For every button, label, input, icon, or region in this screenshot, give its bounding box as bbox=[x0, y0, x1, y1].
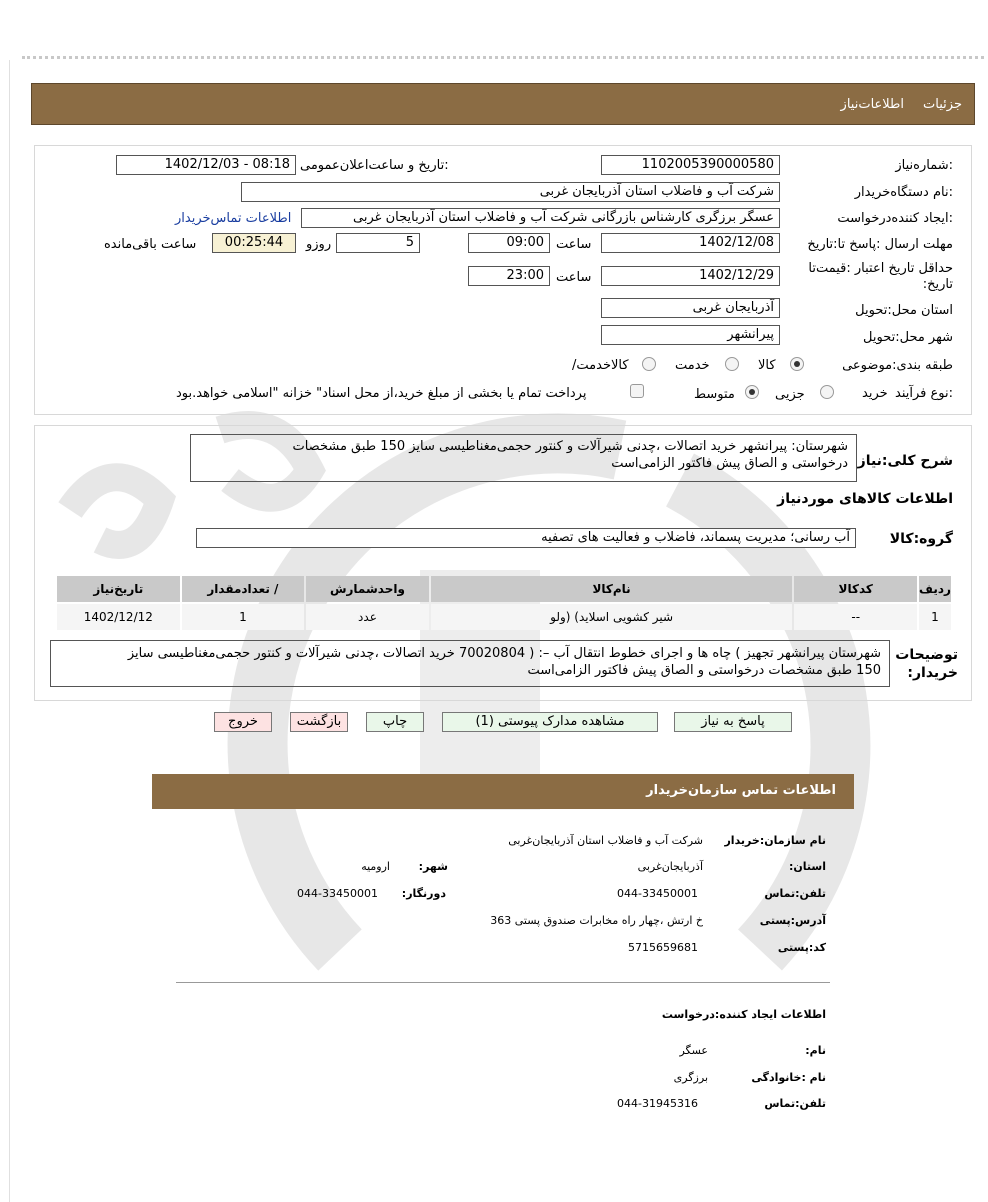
category-service-radio[interactable] bbox=[725, 357, 739, 371]
treasury-payment-checkbox[interactable] bbox=[630, 384, 644, 398]
creator-phone-value: 044-31945316 bbox=[617, 1097, 698, 1110]
org-label: نام سازمان:خریدار bbox=[724, 834, 826, 847]
treasury-payment-label: پرداخت تمام یا بخشی از مبلغ خرید،از محل اسناد" خزانه "اسلامی خواهد.بود bbox=[176, 386, 587, 401]
table-row bbox=[57, 604, 951, 630]
process-medium-radio[interactable] bbox=[745, 385, 759, 399]
creator-name-value: عسگر bbox=[679, 1044, 708, 1057]
table-header-row bbox=[57, 576, 951, 602]
cell-row: 1 bbox=[919, 604, 951, 630]
need-number-label: شماره‌نیاز: bbox=[895, 158, 953, 173]
contact-city-value: ارومیه bbox=[361, 860, 390, 873]
validity-label-1: حداقل تاریخ اعتبار :قیمت‌تا bbox=[808, 261, 953, 276]
process-buy-label: خرید bbox=[862, 386, 888, 401]
contact-phone-label: تلفن:تماس bbox=[764, 887, 826, 900]
category-goods-service-label: /کالاخدمت bbox=[572, 358, 629, 373]
description-label: شرح کلی:نیاز bbox=[857, 453, 953, 469]
contact-fax-label: :دورنگار bbox=[401, 887, 446, 900]
contact-province-label: :استان bbox=[788, 860, 826, 873]
buyer-notes-label-2: :خریدار bbox=[907, 665, 958, 681]
category-goods-label: کالا bbox=[758, 358, 776, 373]
send-time-label: ساعت bbox=[556, 237, 592, 252]
creator-info-title: اطلاعات ایجاد کننده:درخواست bbox=[661, 1008, 826, 1021]
cell-name: شیر کشویی اسلاید) (ولو bbox=[431, 604, 793, 630]
col-code: کدکالا bbox=[794, 576, 917, 602]
goods-group-label: گروه:کالا bbox=[889, 531, 953, 547]
org-value: شرکت آب و فاضلاب استان آذربایجان‌غربی bbox=[508, 834, 703, 847]
buyer-org-field: شرکت آب و فاضلاب استان آذربایجان غربی bbox=[241, 182, 780, 202]
category-label: طبقه بندی:موضوعی bbox=[842, 358, 953, 373]
creator-name-label: :نام bbox=[805, 1044, 826, 1057]
process-small-radio[interactable] bbox=[820, 385, 834, 399]
buyer-notes-label-1: توضیحات bbox=[895, 647, 958, 663]
col-name: نام‌کالا bbox=[431, 576, 793, 602]
goods-info-heading: اطلاعات کالاهای موردنیاز bbox=[777, 491, 953, 507]
buyer-contact-title: اطلاعات تماس سازمان‌خریدار bbox=[646, 783, 836, 798]
creator-label: ایجاد کننده‌درخواست: bbox=[837, 211, 953, 226]
contact-phone-value: 044-33450001 bbox=[617, 887, 698, 900]
cell-code: -- bbox=[794, 604, 917, 630]
buyer-notes-box bbox=[50, 640, 890, 687]
validity-date-field: 1402/12/29 bbox=[601, 266, 780, 286]
send-time-field: 09:00 bbox=[468, 233, 550, 253]
buyer-org-label: نام دستگاه‌خریدار: bbox=[854, 185, 953, 200]
col-row: ردیف bbox=[919, 576, 951, 602]
reply-button[interactable]: پاسخ به نیاز bbox=[674, 712, 792, 732]
col-qty: / تعدادمقدار bbox=[182, 576, 305, 602]
cell-qty: 1 bbox=[182, 604, 305, 630]
contact-province-value: آذربایجان‌غربی bbox=[637, 860, 703, 873]
announce-field: 1402/12/03 - 08:18 bbox=[116, 155, 296, 175]
city-label: شهر محل:تحویل bbox=[863, 330, 953, 345]
days-field: 5 bbox=[336, 233, 420, 253]
city-field: پیرانشهر bbox=[601, 325, 780, 345]
need-number-field: 1102005390000580 bbox=[601, 155, 780, 175]
buyer-contact-link[interactable]: اطلاعات تماس‌خریدار bbox=[175, 211, 292, 226]
cell-date: 1402/12/12 bbox=[57, 604, 180, 630]
tab-details[interactable]: جزئیات bbox=[923, 97, 962, 112]
description-line-1: شهرستان: پیرانشهر خرید اتصالات ،چدنی شیرآلات و کنتور حجمی‌مغناطیسی سایز 150 طبق مشخصات bbox=[292, 439, 848, 454]
tab-need-info[interactable]: اطلاعات‌نیاز bbox=[840, 97, 904, 112]
category-goods-radio[interactable] bbox=[790, 357, 804, 371]
process-label: نوع فرآیند: bbox=[895, 386, 953, 401]
goods-table bbox=[55, 574, 953, 632]
validity-label-2: :تاریخ bbox=[922, 277, 953, 292]
process-small-label: جزیی bbox=[775, 387, 805, 402]
page-border bbox=[9, 60, 10, 1202]
header-bar bbox=[31, 83, 975, 125]
cell-unit: عدد bbox=[306, 604, 429, 630]
process-medium-label: متوسط bbox=[694, 387, 735, 402]
province-label: استان محل:تحویل bbox=[855, 303, 953, 318]
remaining-label: ساعت باقی‌مانده bbox=[104, 237, 197, 252]
contact-address-value: خ ارتش ،چهار راه مخابرات صندوق پستی 363 bbox=[490, 914, 703, 927]
buyer-contact-header bbox=[152, 774, 854, 809]
category-service-label: خدمت bbox=[675, 358, 710, 373]
contact-address-label: آدرس:پستی bbox=[759, 914, 826, 927]
remaining-time-field: 00:25:44 bbox=[212, 233, 296, 253]
announce-label: تاریخ و ساعت‌اعلان‌عمومی: bbox=[300, 158, 449, 173]
contact-city-label: :شهر bbox=[418, 860, 448, 873]
print-button[interactable]: چاپ bbox=[366, 712, 424, 732]
validity-time-label: ساعت bbox=[556, 270, 592, 285]
validity-time-field: 23:00 bbox=[468, 266, 550, 286]
creator-family-value: برزگری bbox=[673, 1071, 708, 1084]
section-divider bbox=[176, 982, 830, 983]
view-attachments-button[interactable]: مشاهده مدارک پیوستی (1) bbox=[442, 712, 658, 732]
contact-fax-value: 044-33450001 bbox=[297, 887, 378, 900]
buyer-notes-line-2: 150 طبق مشخصات درخواستی و الصاق پیش فاکتور الزامی‌است bbox=[527, 663, 881, 678]
exit-button[interactable]: خروج bbox=[214, 712, 272, 732]
province-field: آذربایجان غربی bbox=[601, 298, 780, 318]
goods-group-field: آب رسانی؛ مدیریت پسماند، فاضلاب و فعالیت های تصفیه bbox=[196, 528, 856, 548]
days-label: روزو bbox=[306, 237, 332, 252]
send-deadline-label: مهلت ارسال :پاسخ تا:تاریخ bbox=[807, 237, 953, 252]
contact-postal-label: کد:پستی bbox=[777, 941, 826, 954]
back-button[interactable]: بازگشت bbox=[290, 712, 348, 732]
buyer-notes-line-1: شهرستان پیرانشهر تجهیز ) چاه ها و اجرای خطوط انتقال آب –: ( 70020804 خرید اتصالات ،چدنی شیرآلات و کنتور حجمی‌مغناطیسی سایز bbox=[127, 646, 881, 661]
dotted-divider bbox=[22, 56, 984, 59]
creator-family-label: نام :خانوادگی bbox=[751, 1071, 826, 1084]
creator-field: عسگر برزگری کارشناس بازرگانی شرکت آب و فاضلاب استان آذربایجان غربی bbox=[301, 208, 780, 228]
description-box bbox=[190, 434, 857, 482]
send-date-field: 1402/12/08 bbox=[601, 233, 780, 253]
category-goods-service-radio[interactable] bbox=[642, 357, 656, 371]
col-date: تاریخ‌نیاز bbox=[57, 576, 180, 602]
creator-phone-label: تلفن:تماس bbox=[764, 1097, 826, 1110]
col-unit: واحدشمارش bbox=[306, 576, 429, 602]
contact-postal-value: 5715659681 bbox=[628, 941, 698, 954]
description-line-2: درخواستی و الصاق پیش فاکتور الزامی‌است bbox=[611, 456, 848, 471]
